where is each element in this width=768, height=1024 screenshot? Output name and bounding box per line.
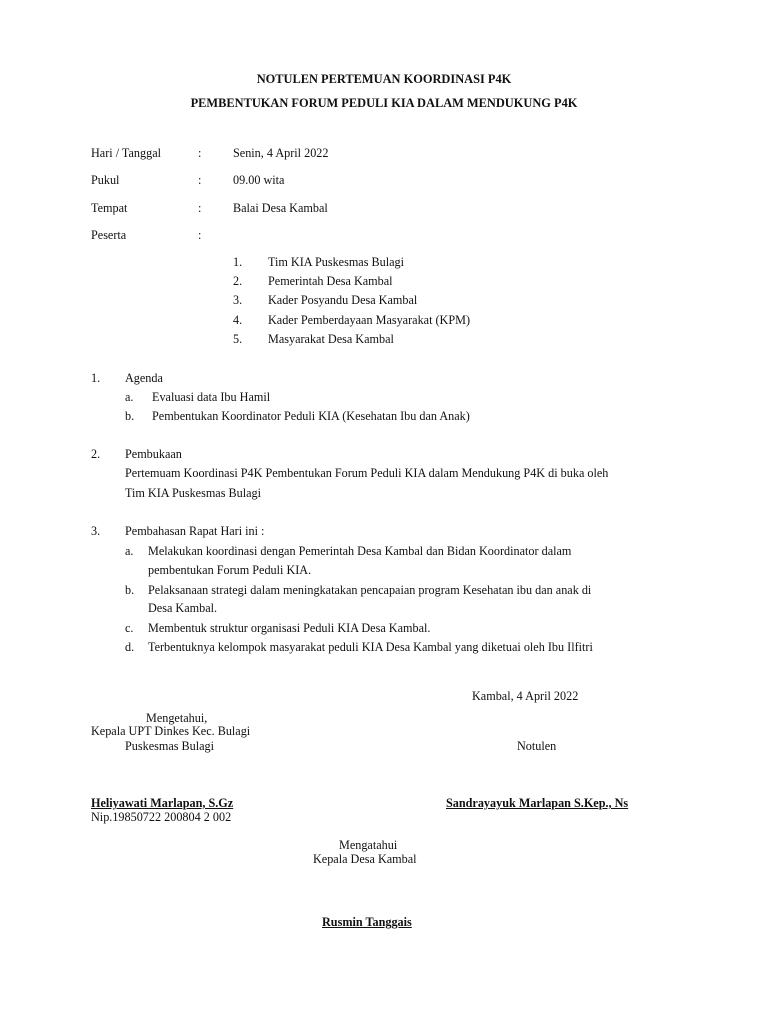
place-colon: : [198, 201, 202, 215]
time-colon: : [198, 173, 202, 187]
discussion-letter: d. [125, 640, 135, 654]
document-title: NOTULEN PERTEMUAN KOORDINASI P4K [256, 72, 512, 86]
date-label: Hari / Tanggal [91, 146, 161, 160]
discussion-letter: a. [125, 544, 134, 558]
center-signer-title: Kepala Desa Kambal [313, 852, 417, 866]
participant-item: Masyarakat Desa Kambal [268, 332, 394, 346]
opening-text-line: Tim KIA Puskesmas Bulagi [125, 486, 262, 500]
discussion-heading: Pembahasan Rapat Hari ini : [125, 524, 265, 538]
participant-number: 4. [233, 313, 243, 327]
right-signer-name: Sandrayayuk Marlapan S.Kep., Ns [446, 796, 629, 810]
participant-item: Kader Pemberdayaan Masyarakat (KPM) [268, 313, 471, 327]
discussion-item-line: Melakukan koordinasi dengan Pemerintah Desa Kambal dan Bidan Koordinator dalam [148, 544, 572, 558]
place-label: Tempat [91, 201, 128, 215]
section-number: 1. [91, 371, 101, 385]
agenda-letter: a. [125, 390, 134, 404]
participant-number: 2. [233, 274, 243, 288]
document-subtitle: PEMBENTUKAN FORUM PEDULI KIA DALAM MENDUKUNG P4K [190, 96, 578, 110]
participant-number: 3. [233, 293, 243, 307]
discussion-item-line: Membentuk struktur organisasi Peduli KIA Desa Kambal. [148, 621, 431, 635]
section-number: 2. [91, 447, 101, 461]
participants-colon: : [198, 228, 202, 242]
center-signer-name: Rusmin Tanggais [322, 915, 412, 929]
participant-item: Kader Posyandu Desa Kambal [268, 293, 418, 307]
participant-item: Tim KIA Puskesmas Bulagi [268, 255, 405, 269]
agenda-item: Evaluasi data Ibu Hamil [152, 390, 271, 404]
section-number: 3. [91, 524, 101, 538]
participants-label: Peserta [91, 228, 127, 242]
date-value: Senin, 4 April 2022 [233, 146, 329, 160]
left-signer-nip: Nip.19850722 200804 2 002 [91, 810, 232, 824]
agenda-letter: b. [125, 409, 135, 423]
left-signer-title: Kepala UPT Dinkes Kec. Bulagi [91, 724, 251, 738]
participant-item: Pemerintah Desa Kambal [268, 274, 393, 288]
discussion-item-line: Pelaksanaan strategi dalam meningkatakan pencapaian program Kesehatan ibu dan anak di [148, 583, 592, 597]
place-date: Kambal, 4 April 2022 [472, 689, 579, 703]
date-colon: : [198, 146, 202, 160]
discussion-item-line: pembentukan Forum Peduli KIA. [148, 563, 312, 577]
discussion-item-line: Desa Kambal. [148, 601, 218, 615]
center-acknowledged: Mengatahui [339, 838, 398, 852]
opening-heading: Pembukaan [125, 447, 182, 461]
participant-number: 1. [233, 255, 243, 269]
participant-number: 5. [233, 332, 243, 346]
time-value: 09.00 wita [233, 173, 285, 187]
left-signer-org: Puskesmas Bulagi [125, 739, 215, 753]
left-acknowledged: Mengetahui, [146, 711, 208, 725]
place-value: Balai Desa Kambal [233, 201, 328, 215]
discussion-item-line: Terbentuknya kelompok masyarakat peduli KIA Desa Kambal yang diketuai oleh Ibu Ilfitri [148, 640, 593, 654]
right-signer-title: Notulen [517, 739, 557, 753]
left-signer-name: Heliyawati Marlapan, S.Gz [91, 796, 234, 810]
agenda-heading: Agenda [125, 371, 163, 385]
agenda-item: Pembentukan Koordinator Peduli KIA (Kesehatan Ibu dan Anak) [152, 409, 470, 423]
discussion-letter: b. [125, 583, 135, 597]
opening-text-line: Pertemuam Koordinasi P4K Pembentukan Forum Peduli KIA dalam Mendukung P4K di buka oleh [125, 466, 609, 480]
discussion-letter: c. [125, 621, 134, 635]
time-label: Pukul [91, 173, 120, 187]
